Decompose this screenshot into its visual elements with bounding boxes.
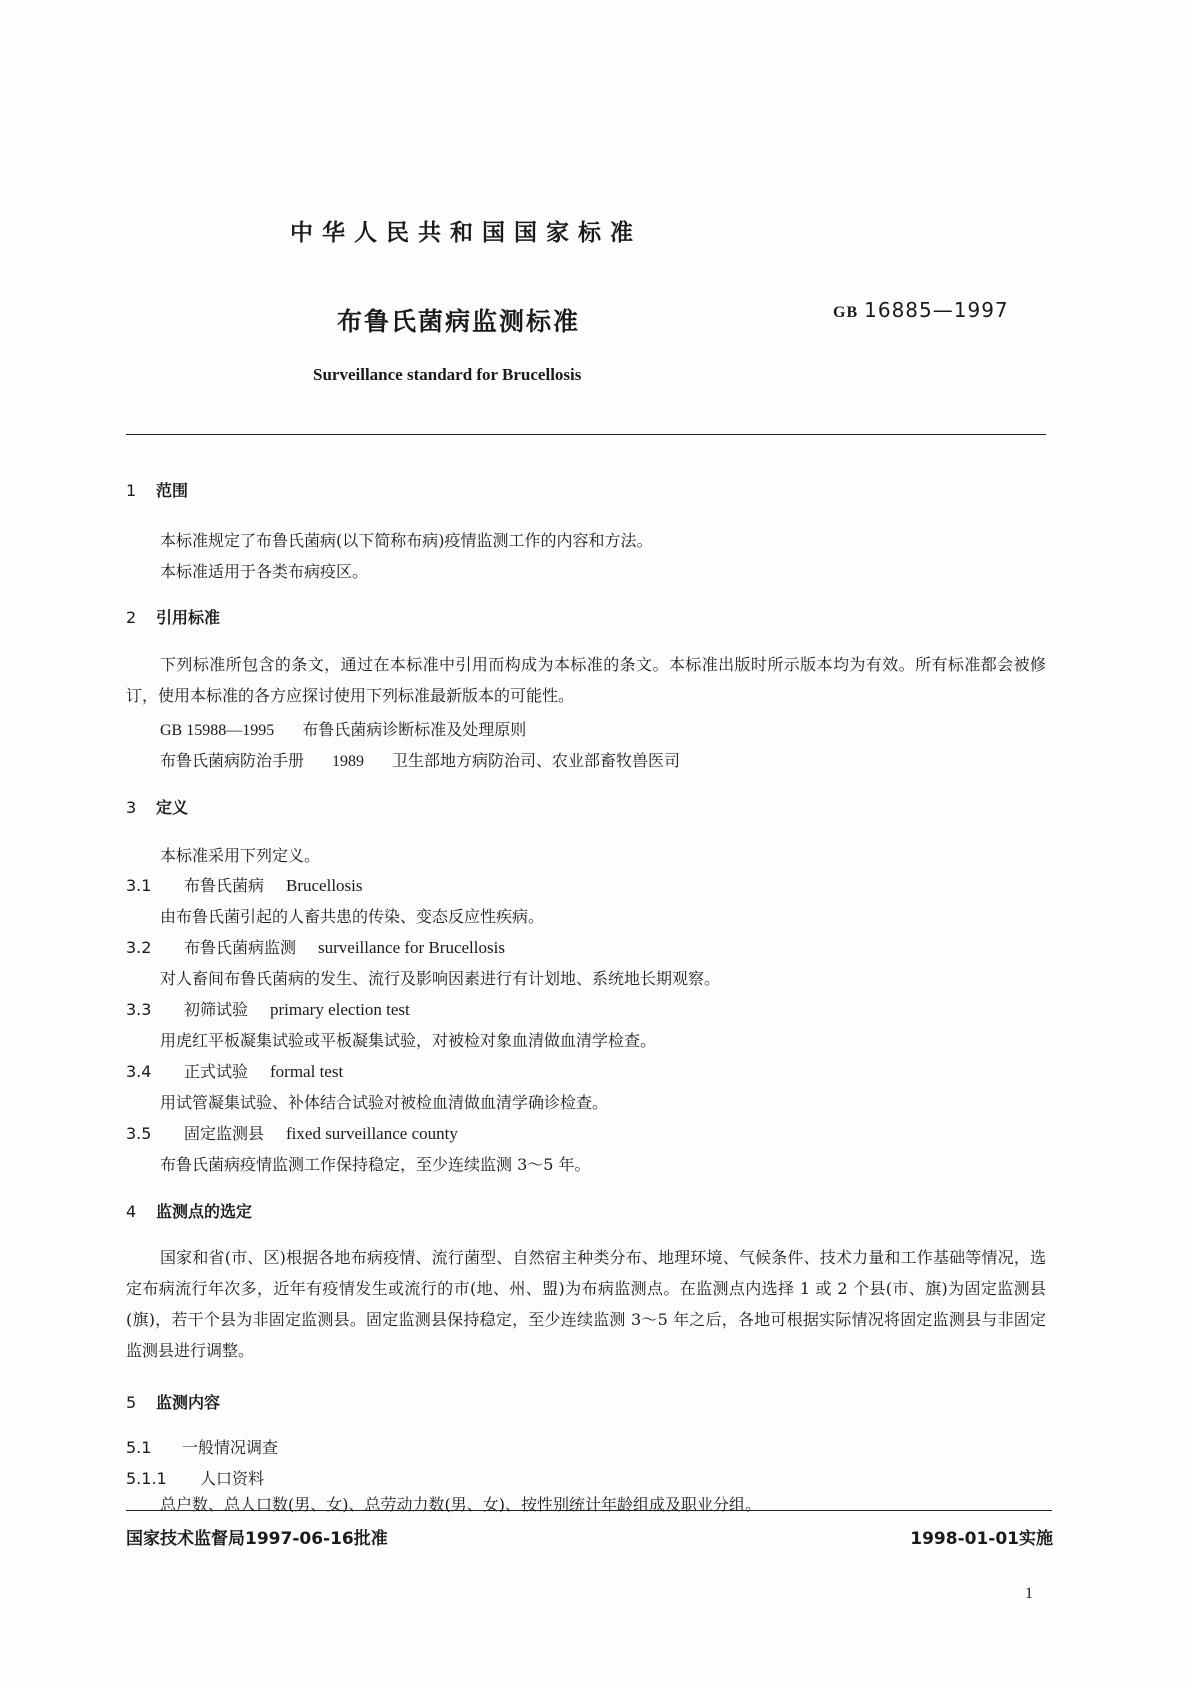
section-3-heading: [126, 795, 188, 818]
reference-title: 布鲁氏菌病诊断标准及处理原则: [302, 720, 527, 739]
subsection-5-1-1-text: 总户数、总人口数(男、女)、总劳动力数(男、女)、按性别统计年龄组成及职业分组。: [160, 1495, 761, 1514]
section-title: 定义: [156, 798, 189, 817]
definition-number: 3.5: [126, 1124, 152, 1143]
section-2-heading: [126, 605, 220, 628]
gb-prefix: GB: [833, 304, 859, 321]
definition-number: 3.2: [126, 938, 152, 957]
definition-3-5: [126, 1121, 458, 1144]
section-title: 引用标准: [156, 608, 221, 627]
definition-3-2-description: 对人畜间布鲁氏菌病的发生、流行及影响因素进行有计划地、系统地长期观察。: [160, 969, 721, 988]
header-rule: [126, 434, 1046, 435]
definition-3-3: [126, 997, 410, 1020]
definition-3-4-description: 用试管凝集试验、补体结合试验对被检血清做血清学确诊检查。: [160, 1093, 609, 1112]
page-number: 1: [1025, 1585, 1033, 1602]
reference-2: [160, 748, 680, 771]
section-title: 监测点的选定: [156, 1202, 253, 1221]
definition-number: 3.4: [126, 1062, 152, 1081]
definition-3-4: [126, 1059, 343, 1082]
definition-term: 布鲁氏菌病: [184, 876, 265, 895]
section-4-paragraph: 国家和省(市、区)根据各地布病疫情、流行菌型、自然宿主种类分布、地理环境、气候条件、技术力量和工作基础等情况，选定布病流行年次多，近年有疫情发生或流行的市(地、州、盟)为布病监测点。在监测点内选择 1 或 2 个县(市、旗)为固定监测县(旗)，若干个县为非固定监测县。固定监测县保持稳定，至少连续监测 3～5 年之后，各地可根据实际情况将固定监测县与非固定监测县进行调整。: [126, 1248, 1046, 1360]
section-number: 3: [126, 798, 137, 817]
definition-english: formal test: [270, 1062, 344, 1081]
subsection-title: 人口资料: [200, 1469, 265, 1488]
definition-number: 3.1: [126, 876, 152, 895]
standard-number: [833, 298, 1009, 322]
section-1-paragraph-2: 本标准适用于各类布病疫区。: [160, 562, 369, 581]
section-number: 5: [126, 1393, 137, 1412]
section-1-paragraph-1: 本标准规定了布鲁氏菌病(以下简称布病)疫情监测工作的内容和方法。: [160, 531, 653, 550]
section-number: 4: [126, 1202, 137, 1221]
section-1-heading: [126, 478, 188, 501]
document-title: 布鲁氏菌病监测标准: [337, 307, 581, 336]
approval-date: 国家技术监督局1997-06-16批准: [126, 1529, 388, 1549]
reference-title: 布鲁氏菌病防治手册: [160, 751, 305, 770]
definition-3-2: [126, 935, 505, 958]
section-title: 范围: [156, 481, 189, 500]
english-title: Surveillance standard for Brucellosis: [313, 365, 582, 384]
definition-english: Brucellosis: [286, 876, 363, 895]
subsection-5-1-1: [126, 1466, 264, 1489]
subsection-title: 一般情况调查: [182, 1438, 279, 1457]
definition-english: primary election test: [270, 1000, 410, 1019]
section-5-heading: [126, 1390, 220, 1413]
reference-org: 卫生部地方病防治司、农业部畜牧兽医司: [392, 751, 681, 770]
section-number: 1: [126, 481, 137, 500]
definition-3-3-description: 用虎红平板凝集试验或平板凝集试验，对被检对象血清做血清学检查。: [160, 1031, 657, 1050]
definition-3-5-description: 布鲁氏菌病疫情监测工作保持稳定，至少连续监测 3～5 年。: [160, 1155, 591, 1174]
subsection-number: 5.1: [126, 1438, 152, 1457]
definition-english: fixed surveillance county: [286, 1124, 458, 1143]
reference-1: [160, 717, 526, 740]
section-number: 2: [126, 608, 137, 627]
definition-term: 正式试验: [184, 1062, 249, 1081]
gb-number: 16885—1997: [864, 298, 1009, 322]
section-3-intro: 本标准采用下列定义。: [160, 846, 321, 865]
national-standard-heading: 中华人民共和国国家标准: [290, 220, 642, 246]
definition-3-1: [126, 873, 363, 896]
subsection-number: 5.1.1: [126, 1469, 167, 1488]
definition-english: surveillance for Brucellosis: [318, 938, 505, 957]
definition-term: 初筛试验: [184, 1000, 249, 1019]
section-4-heading: [126, 1199, 252, 1222]
definition-term: 固定监测县: [184, 1124, 265, 1143]
section-2-paragraph: 下列标准所包含的条文，通过在本标准中引用而构成为本标准的条文。本标准出版时所示版本均为有效。所有标准都会被修订，使用本标准的各方应探讨使用下列标准最新版本的可能性。: [126, 655, 1046, 705]
reference-year: 1989: [332, 753, 365, 770]
subsection-5-1: [126, 1435, 278, 1458]
effective-date: 1998-01-01实施: [910, 1529, 1053, 1549]
definition-term: 布鲁氏菌病监测: [184, 938, 297, 957]
footer-rule: [126, 1510, 1052, 1511]
definition-3-1-description: 由布鲁氏菌引起的人畜共患的传染、变态反应性疾病。: [160, 907, 545, 926]
section-title: 监测内容: [156, 1393, 221, 1412]
definition-number: 3.3: [126, 1000, 152, 1019]
reference-code: GB 15988—1995: [160, 722, 275, 739]
